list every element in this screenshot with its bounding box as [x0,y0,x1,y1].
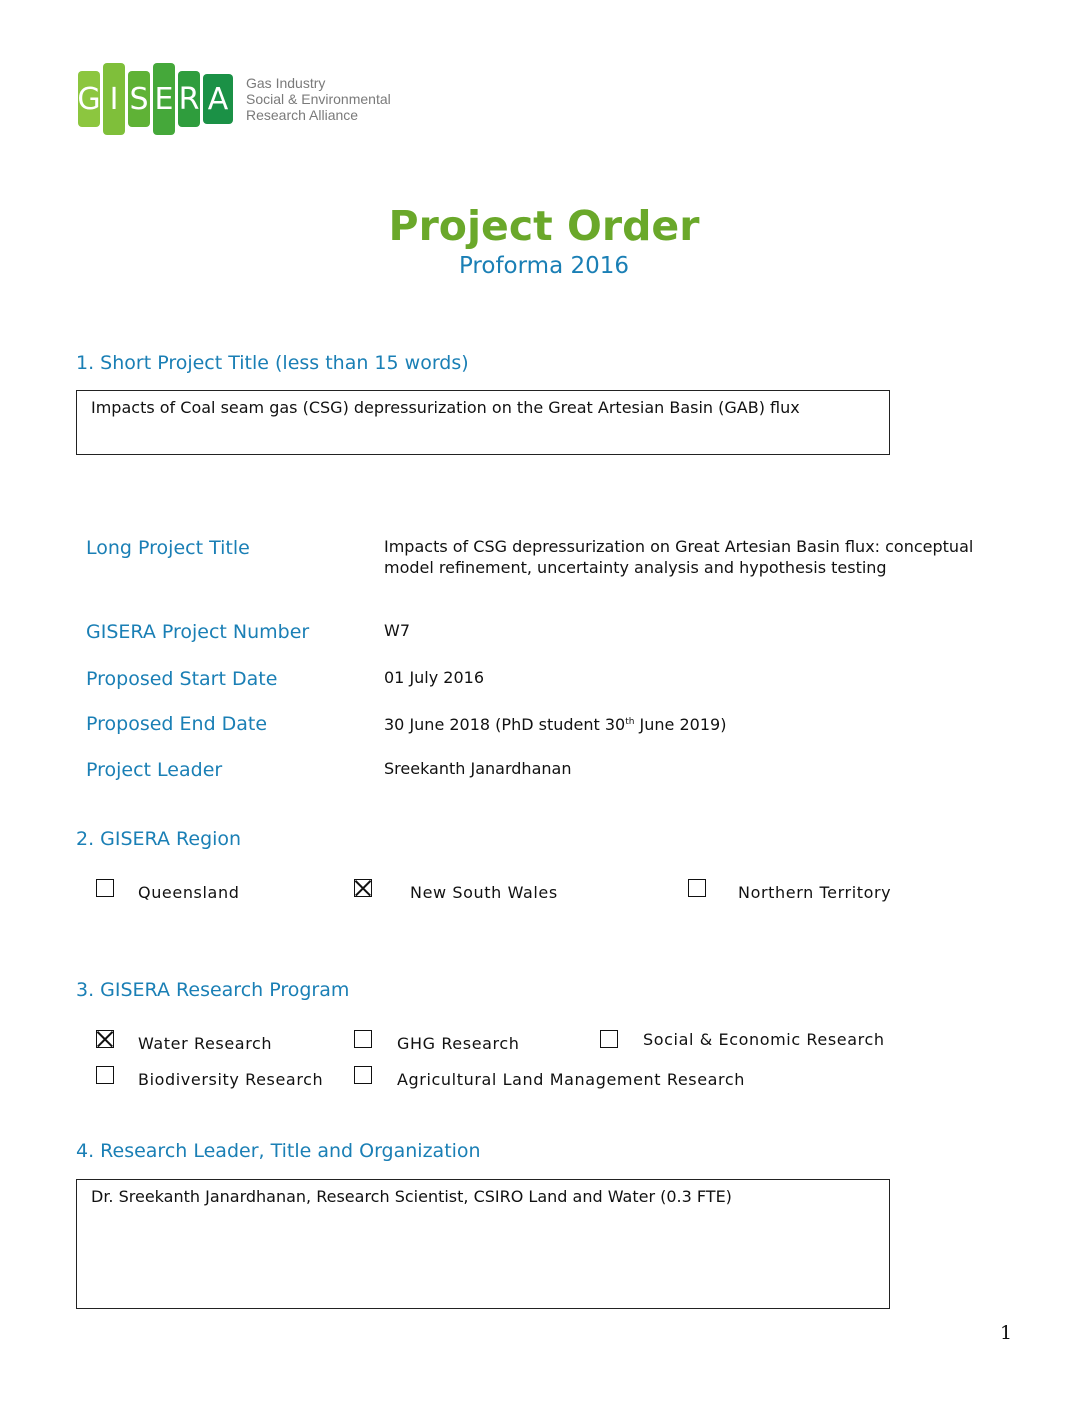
program-label: Agricultural Land Management Research [397,1070,746,1089]
short-title-box [76,390,890,455]
logo-line: Gas Industry [246,75,326,91]
checkbox-social-economic-research[interactable] [600,1030,618,1048]
section4-heading: 4. Research Leader, Title and Organization [76,1140,481,1162]
research-leader-text: Dr. Sreekanth Janardhanan, Research Scientist, CSIRO Land and Water (0.3 FTE) [91,1187,732,1206]
logo-letter: I [103,63,125,135]
logo-letter: S [128,71,150,127]
checkbox-water-research[interactable] [96,1030,114,1048]
program-agricultural-land-management-research[interactable] [354,1066,745,1089]
program-label: Water Research [138,1034,273,1053]
project-leader-value: Sreekanth Janardhanan [384,759,572,778]
start-date-label: Proposed Start Date [86,668,278,690]
end-date-label: Proposed End Date [86,713,268,735]
section3-heading: 3. GISERA Research Program [76,979,350,1001]
logo-line: Research Alliance [246,107,359,123]
page-title: Project Order [388,202,700,250]
long-title-value: Impacts of CSG depressurization on Great Artesian Basin flux: conceptual model refinement, uncertainty analysis and hypothesis testing [384,537,974,577]
region-label: Queensland [138,883,240,902]
project-number-value: W7 [384,621,410,640]
end-date-main: 30 June 2018 (PhD student 30 [384,715,626,734]
long-title-label: Long Project Title [86,537,250,559]
checkbox-northern-territory[interactable] [688,879,706,897]
page-subtitle: Proforma 2016 [458,253,630,279]
end-date-value [384,712,974,735]
gisera-logo [78,62,391,136]
program-label: GHG Research [397,1034,520,1053]
program-social-economic-research[interactable] [600,1030,885,1049]
short-title-text: Impacts of Coal seam gas (CSG) depressurization on the Great Artesian Basin (GAB) flux [91,398,800,417]
end-date-rest: June 2019) [634,715,727,734]
logo-line: Social & Environmental [246,91,391,107]
logo-letter: G [78,71,100,127]
checkbox-ghg-research[interactable] [354,1030,372,1048]
logo-letter: E [153,63,175,135]
program-ghg-research[interactable] [354,1030,520,1053]
region-label: New South Wales [410,883,558,902]
checkbox-queensland[interactable] [96,879,114,897]
research-leader-box [76,1179,890,1309]
program-water-research[interactable] [96,1030,272,1053]
checkbox-agricultural-land-management-research[interactable] [354,1066,372,1084]
region-label: Northern Territory [738,883,892,902]
program-biodiversity-research[interactable] [96,1066,323,1089]
logo-tiles [78,63,236,135]
program-label: Biodiversity Research [138,1070,324,1089]
project-leader-label: Project Leader [86,759,223,781]
logo-tagline [246,75,391,123]
project-number-label: GISERA Project Number [86,621,310,643]
page-number: 1 [1000,1322,1013,1344]
region-new-south-wales[interactable] [354,879,558,902]
section2-heading: 2. GISERA Region [76,828,242,850]
logo-letter: R [178,71,200,127]
region-queensland[interactable] [96,879,239,902]
end-date-ordinal: th [625,717,635,727]
section1-heading: 1. Short Project Title (less than 15 words) [76,352,469,374]
region-northern-territory[interactable] [688,879,891,902]
logo-letter: A [203,74,233,124]
checkbox-biodiversity-research[interactable] [96,1066,114,1084]
start-date-value: 01 July 2016 [384,668,485,687]
checkbox-new-south-wales[interactable] [354,879,372,897]
program-label: Social & Economic Research [643,1030,885,1049]
